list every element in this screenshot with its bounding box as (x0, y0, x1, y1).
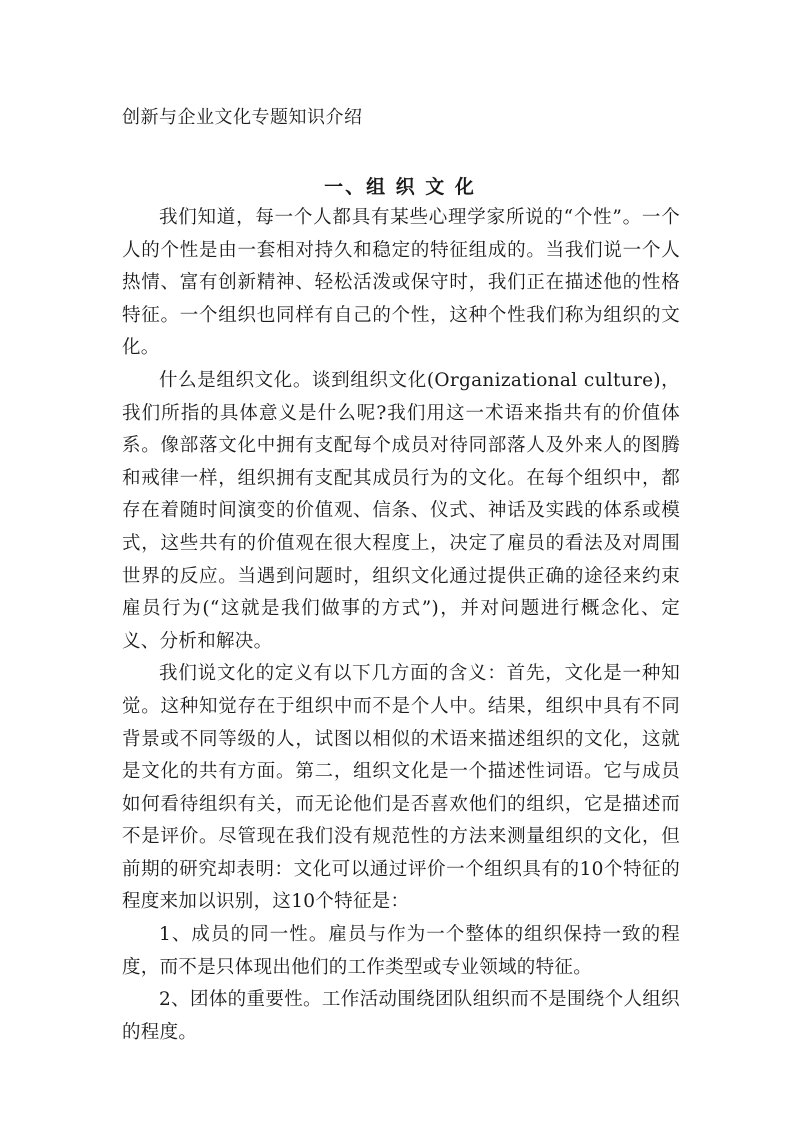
body-text (122, 202, 680, 1049)
paragraph-item-1: 1、成员的同一性。雇员与作为一个整体的组织保持一致的程度，而不是只体现出他们的工作类型或专业领域的特征。 (122, 924, 680, 978)
section-heading: 一、组 织 文 化 (324, 176, 476, 198)
document-title: 创新与企业文化专题知识介绍 (122, 107, 363, 128)
paragraph-personality: 我们知道，每一个人都具有某些心理学家所说的“个性”。一个人的个性是由一套相对持久和稳定的特征组成的。当我们说一个人热情、富有创新精神、轻松活泼或保守时，我们正在描述他的性格特征。一个组织也同样有自己的个性，这种个性我们称为组织的文化。 (122, 207, 680, 359)
paragraph-definition: 什么是组织文化。谈到组织文化(Organizational culture)，我们所指的具体意义是什么呢?我们用这一术语来指共有的价值体系。像部落文化中拥有支配每个成员对待同部落人及外来人的图腾和戒律一样，组织拥有支配其成员行为的文化。在每个组织中，都存在着随时间演变的价值观、信条、仪式、神话及实践的体系或模式，这些共有的价值观在很大程度上，决定了雇员的看法及对周围世界的反应。当遇到问题时，组织文化通过提供正确的途径来约束雇员行为(“这就是我们做事的方式”)，并对问题进行概念化、定义、分析和解决。 (122, 369, 680, 652)
paragraph-item-2: 2、团体的重要性。工作活动围绕团队组织而不是围绕个人组织的程度。 (122, 989, 680, 1043)
paragraph-meaning: 我们说文化的定义有以下几方面的含义：首先，文化是一种知觉。这种知觉存在于组织中而不是个人中。结果，组织中具有不同背景或不同等级的人，试图以相似的术语来描述组织的文化，这就是文化的共有方面。第二，组织文化是一个描述性词语。它与成员如何看待组织有关，而无论他们是否喜欢他们的组织，它是描述而不是评价。尽管现在我们没有规范性的方法来测量组织的文化，但前期的研究却表明：文化可以通过评价一个组织具有的10个特征的程度来加以识别，这10个特征是： (122, 663, 680, 913)
